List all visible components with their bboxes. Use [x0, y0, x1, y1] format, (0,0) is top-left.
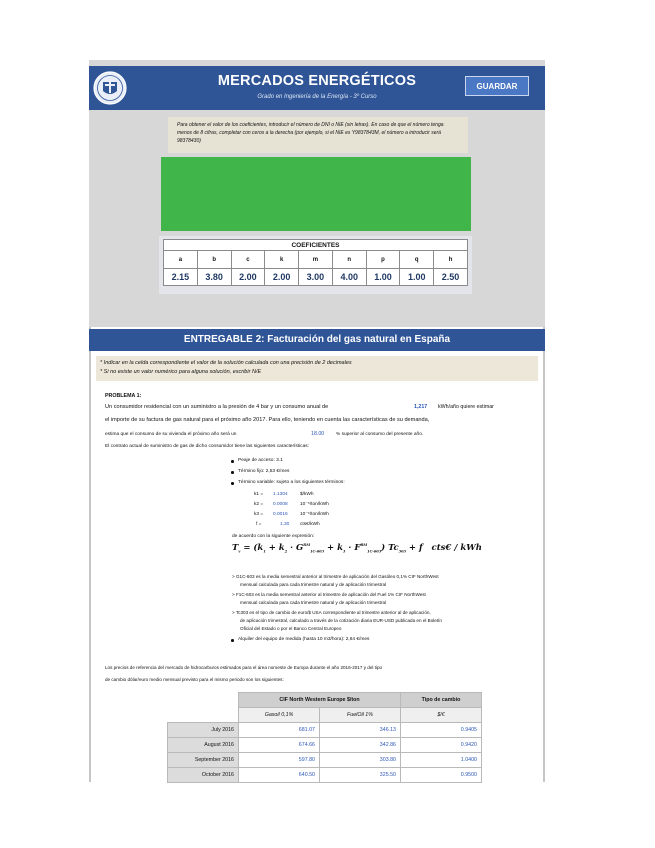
- coef-value: 2.50: [434, 269, 468, 286]
- coef-value: 2.15: [164, 269, 198, 286]
- coef-value: 3.80: [197, 269, 231, 286]
- problem-text: el importe de su factura de gas natural para el próximo año 2017. Para ello, teniendo en cuenta las características de su demanda,: [105, 417, 430, 423]
- fx-cell: 1.0400: [401, 753, 482, 768]
- save-button[interactable]: GUARDAR: [465, 76, 529, 96]
- bullet-icon: [231, 482, 234, 485]
- deliverable-banner: ENTREGABLE 2: Facturación del gas natural en España: [89, 329, 545, 351]
- coef-name: q: [400, 251, 434, 269]
- coef-name: c: [231, 251, 265, 269]
- problem-text: estima que el consumo de su vivienda el próximo año será un: [105, 432, 237, 437]
- cif-header: CIF North Western Europe $/ton: [239, 693, 401, 708]
- fx-cell: 0.9500: [401, 768, 482, 783]
- fueloil-cell: 346.13: [320, 723, 401, 738]
- gasoil-cell: 640.50: [239, 768, 320, 783]
- definition-line: > F1C-603 es la media semestral anterior al trimestre de aplicación del Fuel 1% CIF NorthWest: [232, 592, 426, 597]
- term-label: k2 =: [254, 502, 264, 507]
- consumption-increase-value: 18.00: [311, 431, 325, 437]
- coef-name: n: [332, 251, 366, 269]
- coef-name: a: [164, 251, 198, 269]
- definition-line: > G1C-603 es la media semestral anterior al trimestre de aplicación del Gasóleo 0,1% CIF NorthWest: [232, 574, 439, 579]
- definition-line: mensual calculada para cada trimestre natural y de aplicación trimestral: [240, 582, 387, 587]
- coefficients-table: [163, 239, 468, 286]
- definition-line: de aplicación trimestral, calculado a través de la cotización diaria EUR-USD publicada en el Boletín: [240, 618, 442, 623]
- problem-heading: PROBLEMA 1:: [105, 393, 142, 399]
- term-label: f =: [256, 522, 262, 527]
- table-row: [168, 723, 482, 738]
- fueloil-subheader: FuelOil 1%: [320, 708, 401, 723]
- gasoil-cell: 597.80: [239, 753, 320, 768]
- coefficients-title: COEFICIENTES: [164, 240, 468, 251]
- table-row: [168, 768, 482, 783]
- term-unit: $/kWh: [300, 492, 314, 497]
- fx-unit-subheader: $/€: [401, 708, 482, 723]
- fx-cell: 0.9420: [401, 738, 482, 753]
- term-value: 1.30: [280, 522, 290, 527]
- prices-intro: de cambio dólar/euro medio mensual previsto para el mismo periodo son los siguientes:: [105, 677, 284, 682]
- annual-consumption-value: 1,217: [414, 404, 428, 410]
- coef-value: 4.00: [332, 269, 366, 286]
- fueloil-cell: 303.80: [320, 753, 401, 768]
- coef-name: k: [265, 251, 299, 269]
- instruction-line: * Indicar en la celda correspondiente el valor de la solución calculada con una precisión de 2 decimales: [100, 360, 352, 366]
- contract-item: Peaje de acceso: 3.1: [238, 458, 283, 463]
- table-row: [168, 753, 482, 768]
- coef-name: h: [434, 251, 468, 269]
- term-unit: cts€/kWh: [300, 522, 320, 527]
- term-value: 0.0016: [273, 512, 288, 517]
- definition-line: mensual calculada para cada trimestre natural y de aplicación trimestral: [240, 600, 387, 605]
- dni-instruction-note: Para obtener el valor de los coeficientes, introducir el número de DNI o NIE (sin letras). En caso de que el número tenga menos de 8 cifras, completar con ceros a la derecha (por ejemplo, si el NIE es Y9837843M, el número a introducir será 98378430): [168, 117, 468, 153]
- coef-value: 2.00: [231, 269, 265, 286]
- coef-name: b: [197, 251, 231, 269]
- coef-value: 1.00: [366, 269, 400, 286]
- gasoil-cell: 681.07: [239, 723, 320, 738]
- bullet-icon: [231, 639, 234, 642]
- month-cell: September 2016: [168, 753, 239, 768]
- term-unit: 10⁻⁶/ton/kWh: [300, 512, 329, 517]
- prices-intro: Los precios de referencia del mercado de hidrocarburos estimados para el área noroeste de Europa durante el año 2016-2017 y del tipo: [105, 665, 383, 670]
- problem-text: Un consumidor residencial con un suministro a la presión de 4 bar y un consumo anual de: [105, 404, 329, 410]
- month-cell: July 2016: [168, 723, 239, 738]
- definition-line: > Tc303 es el tipo de cambio de euro/$ USA correspondiente al trimestre anterior al de aplicación,: [232, 610, 431, 615]
- coef-name: p: [366, 251, 400, 269]
- contract-item: Término variable: sujeto a los siguientes términos:: [238, 480, 345, 485]
- exchange-rate-header: Tipo de cambio: [401, 693, 482, 708]
- term-value: 0.0008: [273, 502, 288, 507]
- coef-value: 3.00: [299, 269, 333, 286]
- term-unit: 10⁻⁶/ton/kWh: [300, 502, 329, 507]
- price-table: [167, 692, 482, 783]
- consumption-unit: kWh/año quiere estimar: [438, 404, 494, 410]
- contract-item: Término fijo: 2,53 €/mes: [238, 469, 290, 474]
- table-row: [168, 738, 482, 753]
- bullet-icon: [231, 471, 234, 474]
- instructions-box: [96, 356, 538, 381]
- problem-text: % superior al consumo del presente año.: [336, 432, 424, 437]
- meter-rental: Alquiler del equipo de medida (hasta 10 m3/hora): 2,64 €/mes: [238, 637, 370, 642]
- problem-text: El contrato actual de suministro de gas de dicho consumidor tiene las siguientes características:: [105, 444, 309, 449]
- tariff-formula: $T_v = (k_1 + k_2 \cdot G^{RM}_{1C-603} + k_3 \cdot F^{RM}_{1C-603}) Tc_{303} + f$ cts€ / kWh: [232, 543, 482, 554]
- expression-intro: de acuerdo con la siguiente expresión:: [232, 534, 315, 539]
- dni-input-area[interactable]: [161, 157, 471, 231]
- month-cell: August 2016: [168, 738, 239, 753]
- fueloil-cell: 325.50: [320, 768, 401, 783]
- app-subtitle: Grado en Ingeniería de la Energía - 3º Curso: [257, 94, 377, 100]
- instruction-line: * Si no existe un valor numérico para alguna solución, escribir N/E: [100, 369, 262, 375]
- fueloil-cell: 342.86: [320, 738, 401, 753]
- definition-line: Oficial del Estado o por el Banco Central Europeo: [240, 626, 342, 631]
- term-label: k1 =: [254, 492, 264, 497]
- app-title: MERCADOS ENERGÉTICOS: [217, 73, 417, 89]
- gasoil-cell: 674.66: [239, 738, 320, 753]
- term-value: 1.1304: [273, 492, 288, 497]
- term-label: k3 =: [254, 512, 264, 517]
- coef-value: 2.00: [265, 269, 299, 286]
- coef-name: m: [299, 251, 333, 269]
- month-cell: October 2016: [168, 768, 239, 783]
- bullet-icon: [231, 460, 234, 463]
- gasoil-subheader: Gasoil 0,1%: [239, 708, 320, 723]
- coef-value: 1.00: [400, 269, 434, 286]
- fx-cell: 0.9405: [401, 723, 482, 738]
